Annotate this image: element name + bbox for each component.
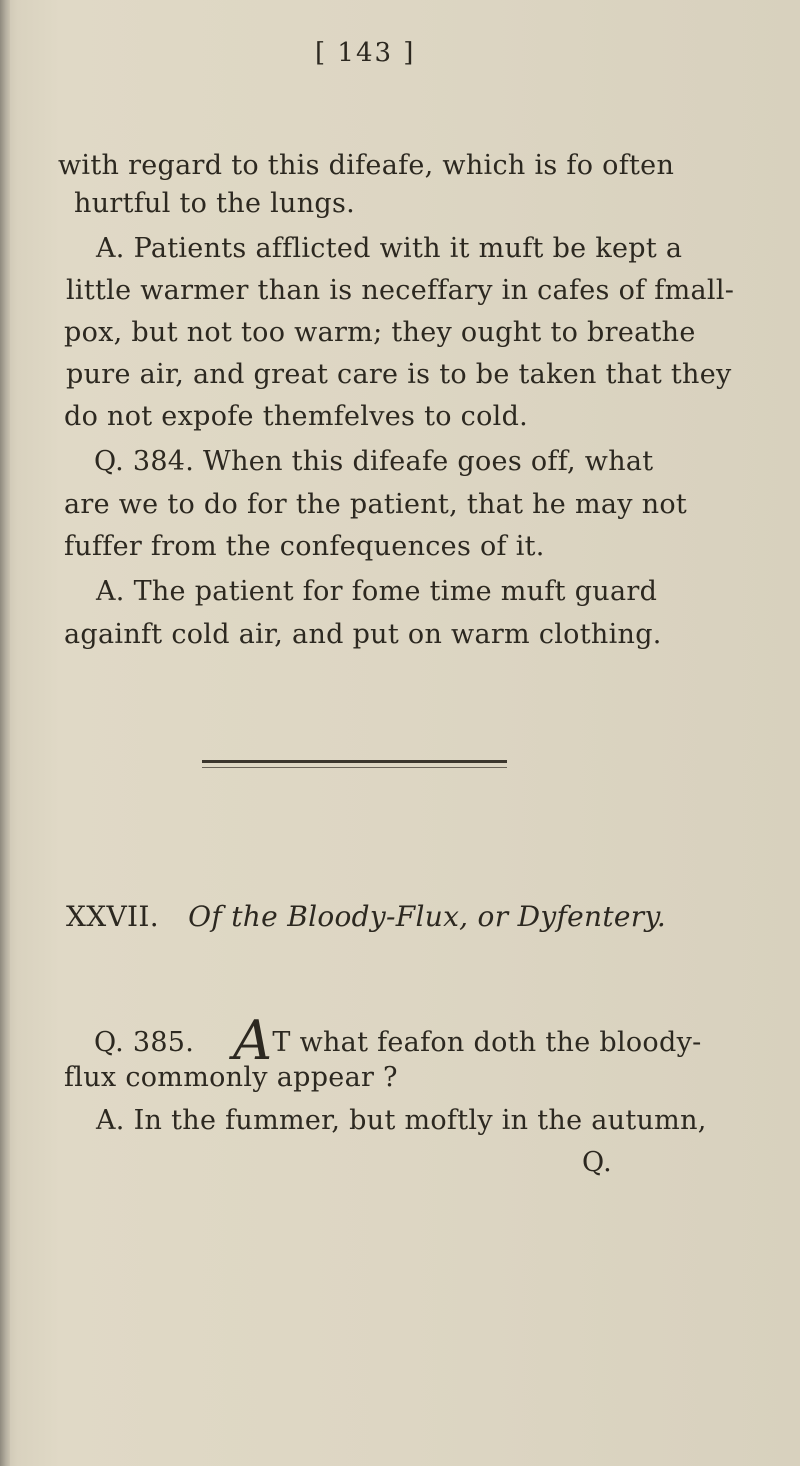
section-rule bbox=[202, 760, 507, 763]
text-line: pox, but not too warm; they ought to breathe bbox=[64, 317, 696, 348]
chapter-number: XXVII. bbox=[66, 900, 159, 933]
question-text: T what feafon doth the bloody- bbox=[272, 1027, 702, 1058]
question-label: Q. 385. bbox=[94, 1027, 195, 1058]
chapter-heading bbox=[66, 900, 666, 933]
text-line: flux commonly appear ? bbox=[64, 1062, 398, 1093]
text-line: pure air, and great care is to be taken that they bbox=[66, 359, 732, 390]
text-line: A. In the fummer, but moftly in the autumn, bbox=[96, 1105, 707, 1136]
question-line bbox=[94, 1009, 702, 1072]
text-line: with regard to this difeafe, which is fo often bbox=[58, 150, 675, 181]
chapter-title: Of the Bloody-Flux, or Dyfentery. bbox=[188, 900, 667, 933]
catchword: Q. bbox=[582, 1147, 612, 1178]
text-line: againft cold air, and put on warm clothing. bbox=[64, 619, 662, 650]
page-number: [ 143 ] bbox=[315, 38, 416, 68]
text-line: do not expofe themfelves to cold. bbox=[64, 401, 529, 432]
text-line: A. Patients afflicted with it muft be kept a bbox=[96, 233, 683, 264]
text-line: are we to do for the patient, that he may not bbox=[64, 489, 688, 520]
text-line: Q. 384. When this difeafe goes off, what bbox=[94, 446, 654, 477]
drop-cap: A bbox=[233, 1009, 273, 1072]
text-line: little warmer than is neceffary in cafes of fmall- bbox=[66, 275, 735, 306]
text-line: fuffer from the confequences of it. bbox=[64, 531, 545, 562]
text-line: hurtful to the lungs. bbox=[74, 188, 356, 219]
text-line: A. The patient for fome time muft guard bbox=[96, 576, 658, 607]
page-gutter bbox=[0, 0, 10, 1466]
section-rule-thin bbox=[202, 767, 507, 768]
